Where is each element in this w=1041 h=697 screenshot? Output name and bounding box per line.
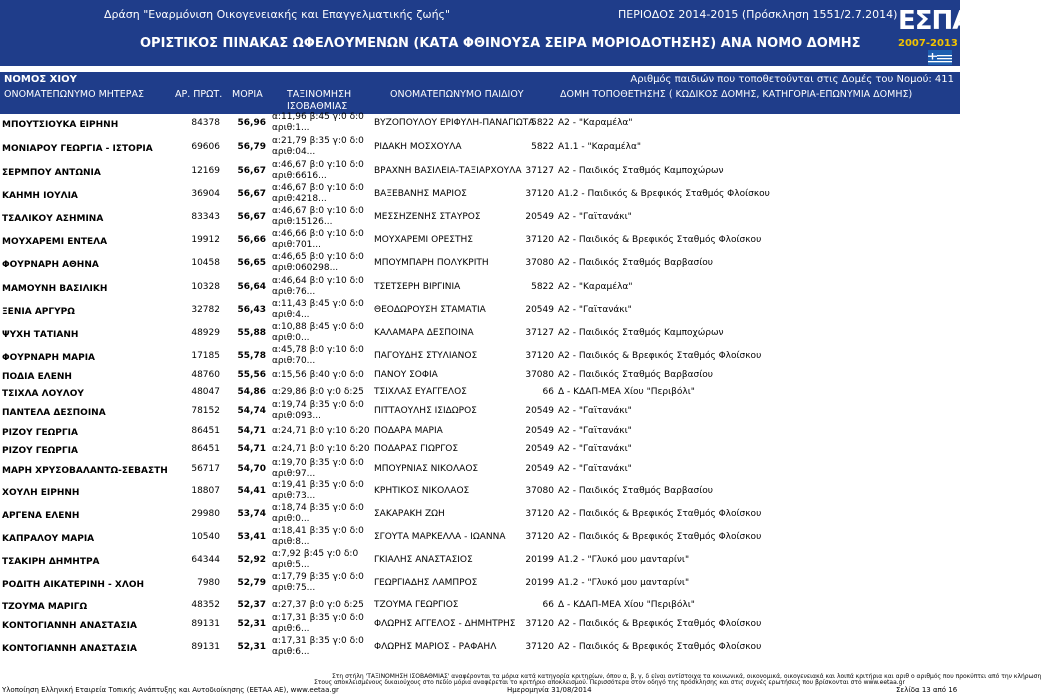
protocol-number: 83343 [191,212,220,222]
mother-name: ΚΟΝΤΟΓΙΑΝΝΗ ΑΝΑΣΤΑΣΙΑ [2,621,137,631]
protocol-number: 10328 [191,282,220,292]
tie-breaker-criteria: α:46,66 β:0 γ:10 δ:0 [272,229,364,239]
mother-name: ΜΑΜΟΥΝΗ ΒΑΣΙΛΙΚΗ [2,284,108,294]
protocol-number: 89131 [191,642,220,652]
protocol-number: 7980 [197,578,220,588]
structure-code: 37120 [525,189,554,199]
structure-code: 37120 [525,351,554,361]
structure-code: 37120 [525,642,554,652]
child-name: ΓΕΩΡΓΙΑΔΗΣ ΛΑΜΠΡΟΣ [374,578,478,588]
tie-breaker-criteria: α:18,41 β:35 γ:0 δ:0 [272,526,364,536]
structure-code: 37080 [525,258,554,268]
mother-name: ΚΟΝΤΟΓΙΑΝΝΗ ΑΝΑΣΤΑΣΙΑ [2,644,137,654]
child-name: ΦΛΩΡΗΣ ΑΓΓΕΛΟΣ - ΔΗΜΗΤΡΗΣ [374,619,516,629]
tie-breaker-lottery: αριθ:75... [272,583,316,593]
structure-code: 20549 [525,464,554,474]
tie-breaker-lottery: αριθ:15126... [272,217,333,227]
table-row [0,322,960,345]
score: 54,41 [237,486,266,496]
child-name: ΒΥΖΟΠΟΥΛΟΥ ΕΡΙΦΥΛΗ-ΠΑΝΑΓΙΩΤΑ [374,118,535,128]
tie-breaker-criteria: α:46,67 β:0 γ:10 δ:0 [272,160,364,170]
score: 53,41 [237,532,266,542]
table-row [0,572,960,595]
tie-breaker-criteria: α:11,43 β:45 γ:0 δ:0 [272,299,364,309]
structure-code: 37120 [525,619,554,629]
mother-name: ΡΙΖΟΥ ΓΕΩΡΓΙΑ [2,428,78,438]
structure-code: 66 [542,387,554,397]
structure-code: 20199 [525,555,554,565]
score: 54,71 [237,444,266,454]
structure-name: Α2 - Παιδικός Σταθμός Βαρβασίου [558,258,713,268]
structure-name: Α2 - "Γαϊτανάκι" [558,464,632,474]
col-structure: ΔΟΜΗ ΤΟΠΟΘΕΤΗΣΗΣ ( ΚΩΔΙΚΟΣ ΔΟΜΗΣ, ΚΑΤΗΓΟΡΙΑ-ΕΠΩΝΥΜΙΑ ΔΟΜΗΣ) [560,89,913,100]
tie-breaker-lottery: αριθ:6616... [272,171,327,181]
child-name: ΤΖΟΥΜΑ ΓΕΩΡΓΙΟΣ [374,600,459,610]
structure-name: Α2 - "Καραμέλα" [558,282,633,292]
protocol-number: 84378 [191,118,220,128]
structure-code: 37120 [525,532,554,542]
child-name: ΒΑΞΕΒΑΝΗΣ ΜΑΡΙΟΣ [374,189,467,199]
tie-breaker-lottery: αριθ:060298... [272,263,339,273]
score: 56,67 [237,189,266,199]
protocol-number: 89131 [191,619,220,629]
espa-logo-text: ΕΣΠΑ [898,6,972,36]
protocol-number: 32782 [191,305,220,315]
protocol-number: 36904 [191,189,220,199]
score: 56,67 [237,166,266,176]
table-row [0,526,960,549]
structure-name: Α1.1 - "Καραμέλα" [558,142,642,152]
structure-name: Α2 - Παιδικός & Βρεφικός Σταθμός Φλοίσκου [558,619,762,629]
region-bar [0,72,960,87]
table-row [0,229,960,252]
tie-breaker-criteria: α:46,65 β:0 γ:10 δ:0 [272,252,364,262]
table-row [0,636,960,659]
mother-name: ΡΙΖΟΥ ΓΕΩΡΓΙΑ [2,446,78,456]
score: 56,64 [237,282,266,292]
structure-name: Α2 - Παιδικός & Βρεφικός Σταθμός Φλοίσκου [558,235,762,245]
tie-breaker-lottery: αριθ:97... [272,469,316,479]
structure-name: Α2 - "Καραμέλα" [558,118,633,128]
table-row [0,136,960,159]
score: 54,74 [237,406,266,416]
mother-name: ΤΖΟΥΜΑ ΜΑΡΙΓΩ [2,602,88,612]
tie-breaker-lottery: αριθ:8... [272,537,310,547]
mother-name: ΜΟΥΧΑΡΕΜΙ ΕΝΤΕΛΑ [2,237,108,247]
tie-breaker-criteria: α:17,31 β:35 γ:0 δ:0 [272,636,364,646]
structure-name: Α1.2 - "Γλυκό μου μανταρίνι" [558,555,690,565]
footer-page-number: Σελίδα 13 από 16 [896,686,958,694]
child-name: ΚΑΛΑΜΑΡΑ ΔΕΣΠΟΙΝΑ [374,328,474,338]
structure-code: 20549 [525,305,554,315]
child-name: ΠΑΝΟΥ ΣΟΦΙΑ [374,370,438,380]
footer-note: Στους αποκλεισμένους δικαιούχους στο πεδίο μόρια αναφέρεται το κριτήριο αποκλεισμού. Περισσότερα στον οδηγό της πρόσκλησης και στις συχνές ερωτήσεις που βρίσκονται στο www.eetaa.gr [314,679,905,686]
mother-name: ΤΣΙΧΛΑ ΛΟΥΛΟΥ [2,389,84,399]
tie-breaker-criteria: α:17,31 β:35 γ:0 δ:0 [272,613,364,623]
child-name: ΜΠΟΥΜΠΑΡΗ ΠΟΛΥΚΡΙΤΗ [374,258,489,268]
region-children-count: Αριθμός παιδιών που τοποθετούνται στις Δομές του Νομού: 411 [630,74,954,85]
tie-breaker-criteria: α:18,74 β:35 γ:0 δ:0 [272,503,364,513]
protocol-number: 69606 [191,142,220,152]
structure-name: Α2 - Παιδικός Σταθμός Βαρβασίου [558,370,713,380]
table-row [0,206,960,229]
protocol-number: 10540 [191,532,220,542]
child-name: ΠΟΔΑΡΑ ΜΑΡΙΑ [374,426,443,436]
protocol-number: 29980 [191,509,220,519]
child-name: ΚΡΗΤΙΚΟΣ ΝΙΚΟΛΑΟΣ [374,486,470,496]
child-name: ΤΣΕΤΣΕΡΗ ΒΙΡΓΙΝΙΑ [374,282,461,292]
protocol-number: 48929 [191,328,220,338]
mother-name: ΑΡΓΕΝΑ ΕΛΕΝΗ [2,511,80,521]
structure-name: Α2 - Παιδικός & Βρεφικός Σταθμός Φλοίσκου [558,351,762,361]
protocol-number: 86451 [191,444,220,454]
structure-name: Δ - ΚΔΑΠ-ΜΕΑ Χίου "Περιβόλι" [558,387,695,397]
tie-breaker-lottery: αριθ:6... [272,624,310,634]
col-mother: ΟΝΟΜΑΤΕΠΩΝΥΜΟ ΜΗΤΕΡΑΣ [4,89,144,100]
score: 54,86 [237,387,266,397]
tie-breaker-criteria: α:29,86 β:0 γ:0 δ:25 [272,387,364,397]
score: 52,31 [237,619,266,629]
tie-breaker-lottery: αριθ:76... [272,287,316,297]
mother-name: ΜΑΡΗ ΧΡΥΣΟΒΑΛΑΝΤΩ-ΣΕΒΑΣΤΗ [2,466,168,476]
program-title: Δράση "Εναρμόνιση Οικογενειακής και Επαγγελματικής ζωής" [104,8,451,21]
score: 56,43 [237,305,266,315]
table-header [0,87,960,114]
mother-name: ΚΑΗΜΗ ΙΟΥΛΙΑ [2,191,78,201]
structure-name: Α2 - Παιδικός & Βρεφικός Σταθμός Φλοίσκου [558,532,762,542]
score: 56,65 [237,258,266,268]
page-title: ΟΡΙΣΤΙΚΟΣ ΠΙΝΑΚΑΣ ΩΦΕΛΟΥΜΕΝΩΝ (ΚΑΤΑ ΦΘΙΝΟΥΣΑ ΣΕΙΡΑ ΜΟΡΙΟΔΟΤΗΣΗΣ) ΑΝΑ ΝΟΜΟ ΔΟΜΗΣ [140,36,861,51]
tie-breaker-lottery: αριθ:4218... [272,194,327,204]
mother-name: ΨΥΧΗ ΤΑΤΙΑΝΗ [2,330,79,340]
col-tie-line1: ΤΑΞΙΝΟΜΗΣΗ [287,89,352,100]
score: 55,88 [237,328,266,338]
structure-name: Α2 - "Γαϊτανάκι" [558,212,632,222]
tie-breaker-lottery: αριθ:4... [272,310,310,320]
tie-breaker-criteria: α:11,96 β:45 γ:0 δ:0 [272,112,364,122]
tie-breaker-lottery: αριθ:70... [272,356,316,366]
table-row [0,160,960,183]
mother-name: ΜΟΝΙΑΡΟΥ ΓΕΩΡΓΙΑ - ΙΣΤΟΡΙΑ [2,144,153,154]
mother-name: ΡΟΔΙΤΗ ΑΙΚΑΤΕΡΙΝΗ - ΧΛΟΗ [2,580,145,590]
mother-name: ΦΟΥΡΝΑΡΗ ΑΘΗΝΑ [2,260,99,270]
tie-breaker-criteria: α:27,37 β:0 γ:0 δ:25 [272,600,364,610]
greek-flag-icon [928,50,952,62]
child-name: ΜΟΥΧΑΡΕΜΙ ΟΡΕΣΤΗΣ [374,235,473,245]
score: 52,92 [237,555,266,565]
child-name: ΡΙΔΑΚΗ ΜΟΣΧΟΥΛΑ [374,142,462,152]
protocol-number: 12169 [191,166,220,176]
score: 53,74 [237,509,266,519]
protocol-number: 48352 [191,600,220,610]
tie-breaker-criteria: α:45,78 β:0 γ:10 δ:0 [272,345,364,355]
protocol-number: 17185 [191,351,220,361]
child-name: ΠΑΓΟΥΔΗΣ ΣΤΥΛΙΑΝΟΣ [374,351,478,361]
score: 54,70 [237,464,266,474]
structure-code: 37127 [525,166,554,176]
tie-breaker-criteria: α:21,79 β:35 γ:0 δ:0 [272,136,364,146]
tie-breaker-criteria: α:7,92 β:45 γ:0 δ:0 [272,549,359,559]
table-row [0,613,960,636]
tie-breaker-lottery: αριθ:6... [272,647,310,657]
table-row [0,503,960,526]
score: 56,67 [237,212,266,222]
structure-name: Α2 - "Γαϊτανάκι" [558,406,632,416]
structure-code: 37127 [525,328,554,338]
mother-name: ΣΕΡΜΠΟΥ ΑΝΤΩΝΙΑ [2,168,101,178]
score: 55,56 [237,370,266,380]
score: 55,78 [237,351,266,361]
tie-breaker-lottery: αριθ:701... [272,240,321,250]
page-header [0,0,972,66]
tie-breaker-criteria: α:17,79 β:35 γ:0 δ:0 [272,572,364,582]
tie-breaker-criteria: α:15,56 β:40 γ:0 δ:0 [272,370,364,380]
child-name: ΣΑΚΑΡΑΚΗ ΖΩΗ [374,509,445,519]
mother-name: ΜΠΟΥΤΣΙΟΥΚΑ ΕΙΡΗΝΗ [2,120,119,130]
child-name: ΦΛΩΡΗΣ ΜΑΡΙΟΣ - ΡΑΦΑΗΛ [374,642,497,652]
table-row [0,458,960,481]
tie-breaker-lottery: αριθ:04... [272,147,316,157]
structure-code: 5822 [531,118,554,128]
protocol-number: 10458 [191,258,220,268]
protocol-number: 86451 [191,426,220,436]
footer-date: Ημερομηνία 31/08/2014 [507,686,592,694]
score: 56,96 [237,118,266,128]
structure-name: Α2 - Παιδικός Σταθμός Καμποχώρων [558,328,724,338]
period-label: ΠΕΡΙΟΔΟΣ 2014-2015 (Πρόσκληση 1551/2.7.2014) [618,8,898,21]
region-name: ΝΟΜΟΣ ΧΙΟΥ [4,74,77,85]
structure-name: Α1.2 - Παιδικός & Βρεφικός Σταθμός Φλοίσκου [558,189,770,199]
espa-logo-years: 2007-2013 [898,38,958,49]
structure-name: Α2 - Παιδικός & Βρεφικός Σταθμός Φλοίσκου [558,509,762,519]
score: 54,71 [237,426,266,436]
tie-breaker-lottery: αριθ:0... [272,333,310,343]
tie-breaker-lottery: αριθ:0... [272,514,310,524]
tie-breaker-lottery: αριθ:093... [272,411,321,421]
structure-code: 20199 [525,578,554,588]
structure-code: 5822 [531,142,554,152]
score: 56,66 [237,235,266,245]
tie-breaker-criteria: α:46,64 β:0 γ:10 δ:0 [272,276,364,286]
structure-code: 37080 [525,486,554,496]
tie-breaker-criteria: α:19,74 β:35 γ:0 δ:0 [272,400,364,410]
mother-name: ΠΟΔΙΑ ΕΛΕΝΗ [2,372,72,382]
mother-name: ΦΟΥΡΝΑΡΗ ΜΑΡΙΑ [2,353,96,363]
structure-name: Α2 - Παιδικός & Βρεφικός Σταθμός Φλοίσκου [558,642,762,652]
child-name: ΤΣΙΧΛΑΣ ΕΥΑΓΓΕΛΟΣ [374,387,467,397]
child-name: ΜΠΟΥΡΝΙΑΣ ΝΙΚΟΛΑΟΣ [374,464,479,474]
table-row [0,549,960,572]
tie-breaker-lottery: αριθ:73... [272,491,316,501]
protocol-number: 48047 [191,387,220,397]
structure-code: 20549 [525,426,554,436]
tie-breaker-criteria: α:19,70 β:35 γ:0 δ:0 [272,458,364,468]
mother-name: ΞΕΝΙΑ ΑΡΓΥΡΩ [2,307,75,317]
mother-name: ΤΣΑΛΙΚΟΥ ΑΣΗΜΙΝΑ [2,214,104,224]
structure-code: 37120 [525,509,554,519]
protocol-number: 48760 [191,370,220,380]
col-tie-line2: ΙΣΟΒΑΘΜΙΑΣ [287,101,348,112]
score: 52,79 [237,578,266,588]
child-name: ΒΡΑΧΝΗ ΒΑΣΙΛΕΙΑ-ΤΑΞΙΑΡΧΟΥΛΑ [374,166,522,176]
structure-name: Α2 - "Γαϊτανάκι" [558,426,632,436]
child-name: ΠΟΔΑΡΑΣ ΓΙΩΡΓΟΣ [374,444,459,454]
protocol-number: 18807 [191,486,220,496]
score: 52,37 [237,600,266,610]
tie-breaker-criteria: α:46,67 β:0 γ:10 δ:0 [272,183,364,193]
table-row [0,480,960,503]
mother-name: ΧΟΥΛΗ ΕΙΡΗΝΗ [2,488,80,498]
child-name: ΓΚΙΑΛΗΣ ΑΝΑΣΤΑΣΙΟΣ [374,555,473,565]
tie-breaker-criteria: α:24,71 β:0 γ:10 δ:20 [272,444,370,454]
structure-name: Α2 - Παιδικός Σταθμός Βαρβασίου [558,486,713,496]
structure-code: 37120 [525,235,554,245]
structure-name: Α2 - Παιδικός Σταθμός Καμποχώρων [558,166,724,176]
tie-breaker-criteria: α:46,67 β:0 γ:10 δ:0 [272,206,364,216]
score: 52,31 [237,642,266,652]
espa-logo [898,6,972,62]
footer-note: Στη στήλη 'ΤΑΞΙΝΟΜΗΣΗ ΙΣΟΒΑΘΜΙΑΣ' αναφέρονται τα μόρια κατά κατηγορία κριτηρίων, όπου α, β, γ, δ είναι αντίστοιχα τα κοινωνικά, οικονομικά, οικογενειακά και λοιπά κριτήρια και αριθ ο αριθμός που προκύπτει από την κλήρωση [332,673,1041,680]
footer-agency: Υλοποίηση Ελληνική Εταιρεία Τοπικής Ανάπτυξης και Αυτοδιοίκησης (ΕΕΤΑΑ ΑΕ), www.eetaa.gr [2,686,339,694]
tie-breaker-lottery: αριθ:1... [272,123,310,133]
tie-breaker-criteria: α:10,88 β:45 γ:0 δ:0 [272,322,364,332]
mother-name: ΤΣΑΚΙΡΗ ΔΗΜΗΤΡΑ [2,557,100,567]
structure-code: 20549 [525,444,554,454]
child-name: ΜΕΣΣΗΖΕΝΗΣ ΣΤΑΥΡΟΣ [374,212,481,222]
tie-breaker-criteria: α:19,41 β:35 γ:0 δ:0 [272,480,364,490]
table-row [0,276,960,299]
table-row [0,112,960,135]
structure-code: 5822 [531,282,554,292]
protocol-number: 56717 [191,464,220,474]
col-score: ΜΟΡΙΑ [232,89,263,100]
table-row [0,252,960,275]
structure-name: Α1.2 - "Γλυκό μου μανταρίνι" [558,578,690,588]
col-child: ΟΝΟΜΑΤΕΠΩΝΥΜΟ ΠΑΙΔΙΟΥ [390,89,524,100]
col-protocol: ΑΡ. ΠΡΩΤ. [175,89,223,100]
structure-code: 20549 [525,212,554,222]
tie-breaker-lottery: αριθ:5... [272,560,310,570]
protocol-number: 78152 [191,406,220,416]
child-name: ΘΕΟΔΩΡΟΥΣΗ ΣΤΑΜΑΤΙΑ [374,305,486,315]
protocol-number: 64344 [191,555,220,565]
mother-name: ΚΑΠΡΑΛΟΥ ΜΑΡΙΑ [2,534,95,544]
structure-code: 66 [542,600,554,610]
table-row [0,183,960,206]
child-name: ΣΓΟΥΤΑ ΜΑΡΚΕΛΛΑ - ΙΩΑΝΝΑ [374,532,506,542]
protocol-number: 19912 [191,235,220,245]
structure-code: 20549 [525,406,554,416]
structure-code: 37080 [525,370,554,380]
child-name: ΠΙΤΤΑΟΥΛΗΣ ΙΣΙΔΩΡΟΣ [374,406,477,416]
structure-name: Α2 - "Γαϊτανάκι" [558,444,632,454]
structure-name: Α2 - "Γαϊτανάκι" [558,305,632,315]
table-row [0,299,960,322]
tie-breaker-criteria: α:24,71 β:0 γ:10 δ:20 [272,426,370,436]
structure-name: Δ - ΚΔΑΠ-ΜΕΑ Χίου "Περιβόλι" [558,600,695,610]
mother-name: ΠΑΝΤΕΛΑ ΔΕΣΠΟΙΝΑ [2,408,106,418]
score: 56,79 [237,142,266,152]
